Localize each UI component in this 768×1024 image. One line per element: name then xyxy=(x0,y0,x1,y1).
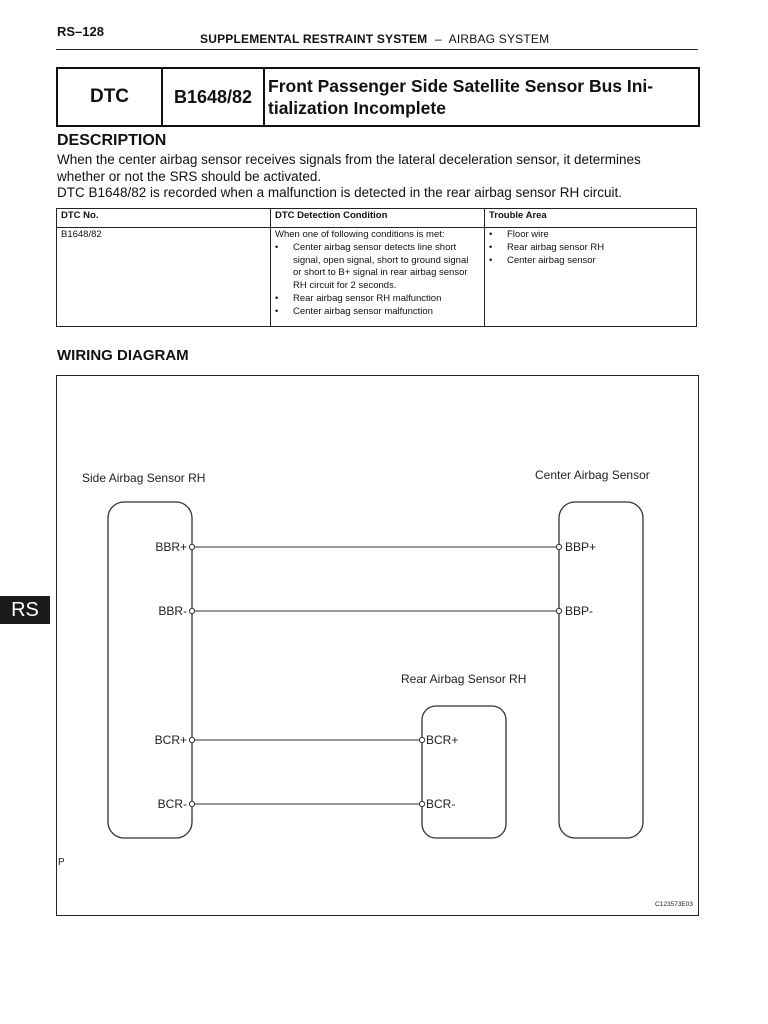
description-line: When the center airbag sensor receives signals from the lateral deceleration sensor, it determines xyxy=(57,152,641,167)
trouble-area-item xyxy=(489,242,692,255)
dtc-no-cell: B1648/82 xyxy=(57,228,271,327)
side-sensor-label: Side Airbag Sensor RH xyxy=(82,471,206,485)
dtc-header-box xyxy=(56,67,700,127)
description-line: DTC B1648/82 is recorded when a malfunction is detected in the rear airbag sensor RH circuit. xyxy=(57,185,623,200)
trouble-area-item xyxy=(489,229,692,242)
center-sensor-label: Center Airbag Sensor xyxy=(535,468,650,482)
pin-label: BBR- xyxy=(158,604,187,618)
terminal-icon xyxy=(419,737,424,742)
trouble-area-text: Rear airbag sensor RH xyxy=(507,241,605,253)
condition-line: or short to B+ signal in rear airbag sensor xyxy=(293,267,468,279)
terminal-icon xyxy=(419,801,424,806)
dtc-table xyxy=(56,208,697,327)
header-separator: – xyxy=(434,32,442,46)
bullet: • xyxy=(275,305,279,317)
description-text xyxy=(57,152,697,202)
description-line: whether or not the SRS should be activated. xyxy=(57,168,322,184)
condition-line: signal, open signal, short to ground signal xyxy=(293,254,469,266)
condition-item xyxy=(275,306,480,319)
bullet: • xyxy=(489,229,493,240)
section-title: SUPPLEMENTAL RESTRAINT SYSTEM xyxy=(200,32,428,46)
condition-item xyxy=(275,242,480,293)
section-tab: RS xyxy=(0,596,50,624)
bullet: • xyxy=(275,241,279,253)
subsection-title: AIRBAG SYSTEM xyxy=(448,32,550,46)
terminal-icon xyxy=(189,544,194,549)
page-number: RS–128 xyxy=(57,24,104,39)
trouble-area-cell xyxy=(485,228,697,327)
column-header: Trouble Area xyxy=(485,209,697,228)
pin-label: BCR+ xyxy=(426,733,459,747)
dtc-title-line2: tialization Incomplete xyxy=(268,98,446,118)
dtc-title-line1: Front Passenger Side Satellite Sensor Bus Ini- xyxy=(268,76,654,96)
condition-line: RH circuit for 2 seconds. xyxy=(293,280,397,292)
description-heading: DESCRIPTION xyxy=(57,132,167,149)
pin-label: BBR+ xyxy=(155,540,187,554)
pin-label: BCR+ xyxy=(154,733,187,747)
column-header: DTC No. xyxy=(57,209,271,228)
condition-cell xyxy=(271,228,485,327)
header-divider xyxy=(56,49,698,50)
condition-intro: When one of following conditions is met: xyxy=(275,229,445,240)
condition-item xyxy=(275,293,480,306)
condition-line: Rear airbag sensor RH malfunction xyxy=(293,292,442,304)
terminal-icon xyxy=(189,801,194,806)
pin-label: BBP- xyxy=(565,604,594,618)
table-header-row xyxy=(57,209,697,228)
pin-label: BCR- xyxy=(157,797,187,811)
dtc-title xyxy=(268,69,693,125)
trouble-area-text: Center airbag sensor xyxy=(507,254,596,266)
dtc-label: DTC xyxy=(58,69,163,125)
wiring-heading: WIRING DIAGRAM xyxy=(57,347,189,364)
pin-label: BBP+ xyxy=(565,540,597,554)
terminal-icon xyxy=(556,544,561,549)
trouble-area-text: Floor wire xyxy=(507,229,549,240)
wiring-diagram xyxy=(56,375,699,916)
column-header: DTC Detection Condition xyxy=(271,209,485,228)
figure-code: C123573E03 xyxy=(655,901,693,908)
terminal-icon xyxy=(556,608,561,613)
bullet: • xyxy=(489,254,493,266)
trouble-area-item xyxy=(489,255,692,268)
table-row xyxy=(57,228,697,327)
rear-sensor-label: Rear Airbag Sensor RH xyxy=(401,672,527,686)
terminal-icon xyxy=(189,737,194,742)
header-title xyxy=(200,32,549,46)
rear-airbag-sensor-box xyxy=(422,706,506,838)
bullet: • xyxy=(275,292,279,304)
wiring-svg xyxy=(57,376,698,915)
condition-line: Center airbag sensor malfunction xyxy=(293,305,433,317)
pin-label: BCR- xyxy=(426,797,456,811)
condition-line: Center airbag sensor detects line short xyxy=(293,241,457,253)
terminal-icon xyxy=(189,608,194,613)
corner-mark: P xyxy=(58,857,65,868)
dtc-code: B1648/82 xyxy=(163,69,265,125)
bullet: • xyxy=(489,241,493,253)
